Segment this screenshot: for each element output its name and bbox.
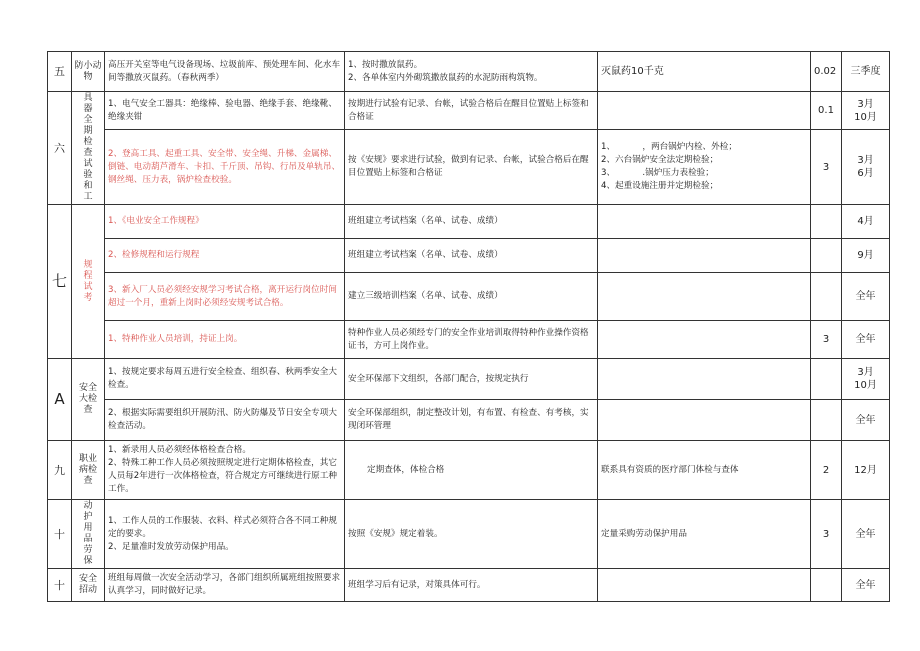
time-cell: 9月 — [842, 239, 890, 273]
content-cell — [105, 500, 345, 569]
table-row-6b — [48, 130, 890, 205]
requirement-line: 1、按时撒放鼠药。 — [348, 59, 423, 70]
table-row-5 — [48, 52, 890, 92]
amount-cell — [811, 400, 842, 441]
content-cell — [105, 441, 345, 500]
funding-cell — [598, 569, 811, 602]
row-category: 安全招动 — [72, 569, 105, 602]
funding-cell — [598, 273, 811, 321]
funding-cell: 联系具有资质的医疗部门体检与查体 — [598, 441, 811, 500]
row-category: 具器全期检查试验和工 — [72, 92, 105, 205]
time-cell: 3月 10月 — [842, 92, 890, 130]
time-cell: 三季度 — [842, 52, 890, 92]
content-cell: 班组每周做一次安全活动学习，各部门组织所属班组按照要求认真学习，同时做好记录。 — [105, 569, 345, 602]
row-category: 防小动物 — [72, 52, 105, 92]
funding-cell: 定量采购劳动保护用品 — [598, 500, 811, 569]
table-row-8a — [48, 359, 890, 400]
content-cell: 2、检修规程和运行规程 — [105, 239, 345, 273]
row-category: 动护用品劳保 — [72, 500, 105, 569]
content-cell: 2、根据实际需要组织开展防汛、防火防爆及节日安全专项大检查活动。 — [105, 400, 345, 441]
funding-line: 4、起重设施注册并定期检验； — [601, 181, 719, 192]
table-row-9 — [48, 441, 890, 500]
requirement-cell: 安全环保部下文组织，各部门配合，按规定执行 — [345, 359, 598, 400]
table-row-7c — [48, 273, 890, 321]
funding-line: 3、 .锅炉压力表检验； — [601, 168, 714, 179]
amount-cell — [811, 239, 842, 273]
requirement-cell: 按期进行试验有记录、台帐，试验合格后在醒目位置贴上标签和合格证 — [345, 92, 598, 130]
time-cell: 全年 — [842, 400, 890, 441]
content-cell: 1、电气安全工器具：绝缘棒、验电器、绝缘手套、绝缘靴、绝缘夹钳 — [105, 92, 345, 130]
table-row-6a — [48, 92, 890, 130]
row-number: A — [48, 359, 72, 441]
amount-cell — [811, 359, 842, 400]
funding-cell — [598, 321, 811, 359]
funding-cell — [598, 359, 811, 400]
requirement-line: 2、各单体室内外砌筑撒放鼠药的水泥防雨构筑物。 — [348, 72, 543, 83]
funding-cell — [598, 205, 811, 239]
table-row-11 — [48, 569, 890, 602]
content-cell: 高压开关室等电气设备现场、垃圾前库、预处理车间、化水车间等撒放灭鼠药。（春秋两季） — [105, 52, 345, 92]
content-cell: 2、登高工具、起重工具、安全带、安全绳、升梯、金属梯、倒链、电动葫芦滑车、卡扣、千斤顶、吊钩、行吊及单轨吊、钢丝绳、压力表，锅炉检查校验。 — [105, 130, 345, 205]
funding-cell — [598, 239, 811, 273]
time-cell: 3月 6月 — [842, 130, 890, 205]
safety-plan-table — [47, 51, 890, 602]
requirement-cell: 按《安规》要求进行试验，做到有记录、台帐，试验合格后在醒目位置贴上标签和合格证 — [345, 130, 598, 205]
amount-cell: 0.02 — [811, 52, 842, 92]
table-row-10 — [48, 500, 890, 569]
time-cell: 全年 — [842, 500, 890, 569]
funding-cell — [598, 92, 811, 130]
content-cell: 1、《电业安全工作规程》 — [105, 205, 345, 239]
amount-cell — [811, 273, 842, 321]
amount-cell: 0.1 — [811, 92, 842, 130]
funding-line: 1、 ，两台锅炉内检、外检； — [601, 142, 737, 153]
table-row-7a — [48, 205, 890, 239]
funding-cell: 灭鼠药10千克 — [598, 52, 811, 92]
content-line: 2、足量准时发放劳动保护用品。 — [108, 541, 234, 552]
amount-cell: 2 — [811, 441, 842, 500]
funding-cell — [598, 400, 811, 441]
row-category: 规程试考 — [72, 205, 105, 359]
table-row-8b — [48, 400, 890, 441]
content-line: 1、新录用人员必须经体格检查合格。 — [108, 445, 251, 455]
requirement-cell: 定期查体，体检合格 — [345, 441, 598, 500]
content-cell: 1、按规定要求每周五进行安全检查、组织春、秋两季安全大检查。 — [105, 359, 345, 400]
row-number: 十 — [48, 500, 72, 569]
amount-cell — [811, 569, 842, 602]
content-line: 1、工作人员的工作服装、衣料、样式必须符合各不同工种规定的要求。 — [108, 515, 337, 539]
time-cell: 12月 — [842, 441, 890, 500]
time-cell: 全年 — [842, 273, 890, 321]
requirement-cell: 安全环保部组织，制定整改计划，有布置、有检查、有考核，实现闭环管理 — [345, 400, 598, 441]
row-category: 职业病检查 — [72, 441, 105, 500]
content-line: 2、特殊工种工作人员必须按照规定进行定期体格检查，其它人员每2年进行一次体格检查，符合规定方可继续进行原工种工作。 — [108, 458, 337, 494]
requirement-cell: 特种作业人员必须经专门的安全作业培训取得特种作业操作资格证书，方可上岗作业。 — [345, 321, 598, 359]
amount-cell: 3 — [811, 130, 842, 205]
table-row-7b — [48, 239, 890, 273]
table-row-7d — [48, 321, 890, 359]
row-number: 五 — [48, 52, 72, 92]
row-category: 安全大检查 — [72, 359, 105, 441]
row-number: 六 — [48, 92, 72, 205]
funding-line: 2、六台锅炉安全法定期检验； — [601, 155, 719, 166]
time-cell: 4月 — [842, 205, 890, 239]
time-cell: 全年 — [842, 569, 890, 602]
requirement-cell: 按照《安规》规定着装。 — [345, 500, 598, 569]
row-number: 十 — [48, 569, 72, 602]
funding-cell — [598, 130, 811, 205]
time-cell: 全年 — [842, 321, 890, 359]
amount-cell: 3 — [811, 500, 842, 569]
row-number: 九 — [48, 441, 72, 500]
content-cell: 3、新入厂人员必须经安规学习考试合格，离开运行岗位时间超过一个月，重新上岗时必须经安规考试合格。 — [105, 273, 345, 321]
requirement-cell: 班组建立考试档案（名单、试卷、成绩） — [345, 205, 598, 239]
content-cell: 1、特种作业人员培训，持证上岗。 — [105, 321, 345, 359]
amount-cell — [811, 205, 842, 239]
requirement-cell — [345, 52, 598, 92]
time-cell: 3月 10月 — [842, 359, 890, 400]
row-number: 七 — [48, 205, 72, 359]
requirement-cell: 班组建立考试档案（名单、试卷、成绩） — [345, 239, 598, 273]
amount-cell: 3 — [811, 321, 842, 359]
requirement-cell: 班组学习后有记录，对策具体可行。 — [345, 569, 598, 602]
requirement-cell: 建立三级培训档案（名单、试卷、成绩） — [345, 273, 598, 321]
